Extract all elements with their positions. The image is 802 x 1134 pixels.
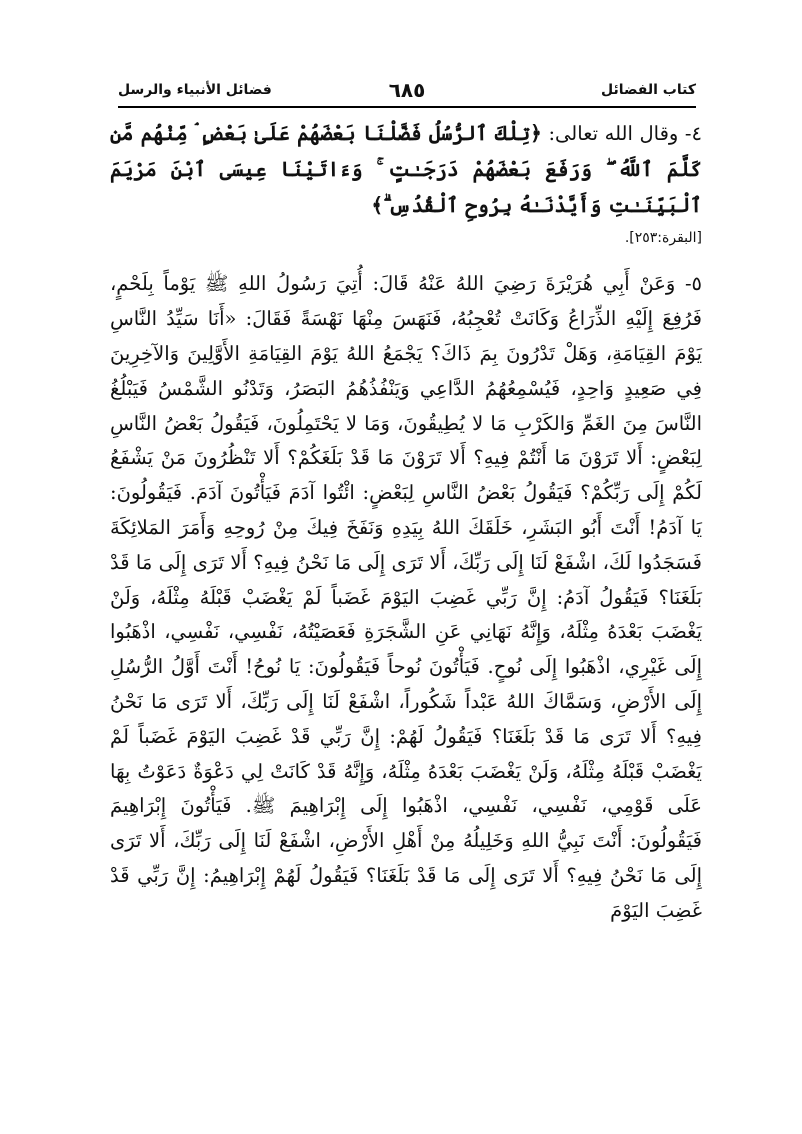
page-body — [110, 116, 702, 929]
entry-5 — [110, 267, 702, 928]
verse-reference: [البقرة:٢٥٣]. — [624, 230, 702, 247]
page-header — [118, 78, 696, 104]
hadith-text: وَعَنْ أَبِي هُرَيْرَةَ رَضِيَ اللهُ عَنْهُ قَالَ: أُتِيَ رَسُولُ اللهِ ﷺ يَوْماً بِلَحْمٍ، فَرُفِعَ إِلَيْهِ الذِّرَاعُ وَكَانَتْ تُعْجِبُهُ، فَنَهَسَ مِنْهَا نَهْسَةً فَقَالَ: «أَنَا سَيِّدُ النَّاسِ يَوْمَ القِيَامَةِ، وَهَلْ تَدْرُونَ بِمَ ذَاكَ؟ يَجْمَعُ اللهُ يَوْمَ القِيَامَةِ الأَوَّلِينَ وَالآخِرِينَ فِي صَعِيدٍ وَاحِدٍ، فَيُسْمِعُهُمُ الدَّاعِي وَيَنْفُذُهُمُ البَصَرُ، وَتَدْنُو الشَّمْسُ فَيَبْلُغُ النَّاسَ مِنَ الغَمِّ وَالكَرْبِ مَا لا يُطِيقُونَ، وَمَا لا يَحْتَمِلُونَ، فَيَقُولُ بَعْضُ النَّاسِ لِبَعْضٍ: أَلا تَرَوْنَ مَا أَنْتُمْ فِيهِ؟ أَلا تَرَوْنَ مَا قَدْ بَلَغَكُمْ؟ أَلا تَنْظُرُونَ مَنْ يَشْفَعُ لَكُمْ إِلَى رَبِّكُمْ؟ فَيَقُولُ بَعْضُ النَّاسِ لِبَعْضٍ: ائْتُوا آدَمَ فَيَأْتُونَ آدَمَ. فَيَقُولُونَ: يَا آدَمُ! أَنْتَ أَبُو البَشَرِ، خَلَقَكَ اللهُ بِيَدِهِ وَنَفَخَ فِيكَ مِنْ رُوحِهِ وَأَمَرَ المَلائِكَةَ فَسَجَدُوا لَكَ، اشْفَعْ لَنَا إِلَى رَبِّكَ، أَلا تَرَى إِلَى مَا نَحْنُ فِيهِ؟ أَلا تَرَى إِلَى مَا قَدْ بَلَغَنَا؟ فَيَقُولُ آدَمُ: إِنَّ رَبِّي غَضِبَ اليَوْمَ غَضَباً لَمْ يَغْضَبْ قَبْلَهُ مِثْلَهُ، وَلَنْ يَغْضَبَ بَعْدَهُ مِثْلَهُ، وَإِنَّهُ نَهَانِي عَنِ الشَّجَرَةِ فَعَصَيْتُهُ، نَفْسِي، نَفْسِي، اذْهَبُوا إِلَى غَيْرِي، اذْهَبُوا إِلَى نُوحٍ. فَيَأْتُونَ نُوحاً فَيَقُولُونَ: يَا نُوحُ! أَنْتَ أَوَّلُ الرُّسُلِ إِلَى الأَرْضِ، وَسَمَّاكَ اللهُ عَبْداً شَكُوراً، اشْفَعْ لَنَا إِلَى رَبِّكَ، أَلا تَرَى مَا نَحْنُ فِيهِ؟ أَلا تَرَى مَا قَدْ بَلَغَنَا؟ فَيَقُولُ لَهُمْ: إِنَّ رَبِّي قَدْ غَضِبَ اليَوْمَ غَضَباً لَمْ يَغْضَبْ قَبْلَهُ مِثْلَهُ، وَلَنْ يَغْضَبَ بَعْدَهُ مِثْلَهُ، وَإِنَّهُ قَدْ كَانَتْ لِي دَعْوَةٌ دَعَوْتُ بِهَا عَلَى قَوْمِي، نَفْسِي، نَفْسِي، اذْهَبُوا إِلَى إِبْرَاهِيمَ ﷺ. فَيَأْتُونَ إِبْرَاهِيمَ فَيَقُولُونَ: أَنْتَ نَبِيُّ اللهِ وَخَلِيلُهُ مِنْ أَهْلِ الأَرْضِ، اشْفَعْ لَنَا إِلَى رَبِّكَ، أَلا تَرَى إِلَى مَا نَحْنُ فِيهِ؟ أَلا تَرَى إِلَى مَا قَدْ بَلَغَنَا؟ فَيَقُولُ لَهُمْ إِبْرَاهِيمُ: إِنَّ رَبِّي قَدْ غَضِبَ اليَوْمَ — [110, 272, 702, 922]
entry-number: ٥- — [684, 272, 703, 296]
quran-verse: ﴿تِلْكَ ٱلرُّسُلُ فَضَّلْنَا بَعْضَهُمْ عَلَىٰ بَعْضٍ ۘ مِّنْهُم مَّن كَلَّمَ ٱللَّهُ ۖ وَرَفَعَ بَعْضَهُمْ دَرَجَـٰتٍ ۚ وَءَاتَيْنَا عِيسَى ٱبْنَ مَرْيَمَ ٱلْبَيِّنَـٰتِ وَأَيَّدْنَـٰهُ بِرُوحِ ٱلْقُدُسِ ۗ﴾ — [110, 121, 703, 217]
header-divider — [118, 106, 696, 108]
chapter-title: فضائل الأنبياء والرسل — [118, 82, 272, 98]
entry-4 — [110, 116, 702, 223]
page-number: ٦٨٥ — [388, 78, 426, 102]
entry-intro: وقال الله تعالى: — [548, 122, 679, 145]
book-title: كتاب الفضائل — [601, 82, 696, 98]
entry-number: ٤- — [684, 122, 702, 145]
